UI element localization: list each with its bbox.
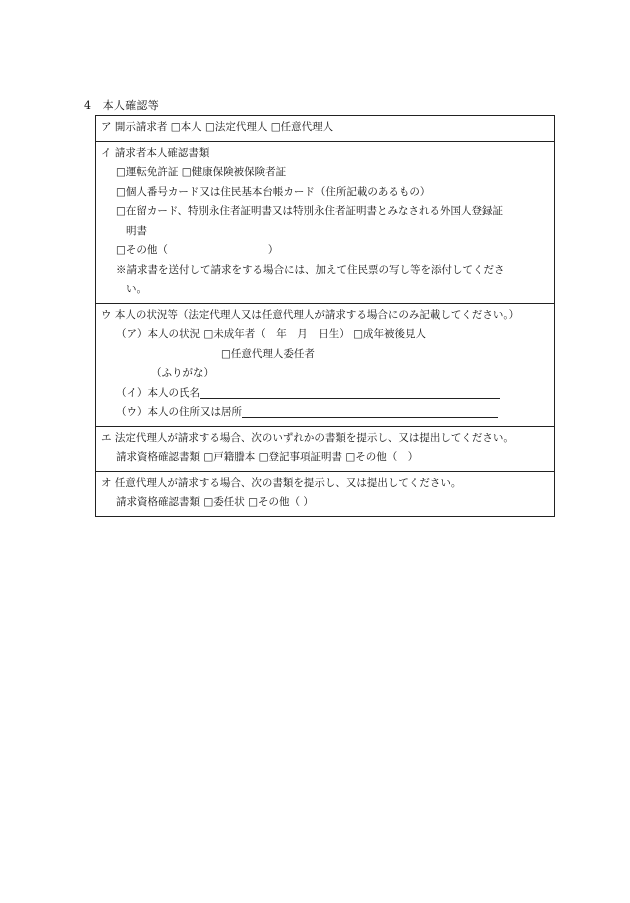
id-docs-line-2[interactable]: □個人番号カード又は住民基本台帳カード（住所記載のあるもの）	[116, 185, 431, 198]
other-label: □その他（	[116, 244, 168, 256]
option-minor[interactable]: □未成年者（ 年 月 日生）	[203, 328, 350, 340]
mail-note: ※請求書を送付して請求をする場合には、加えて住民票の写し等を添付してくださ	[116, 263, 505, 276]
section-principal-status	[96, 303, 554, 426]
section-heading: 4 本人確認等	[84, 99, 160, 112]
address-label: （ウ）本人の住所又は居所	[116, 406, 242, 418]
status-label: （ア）本人の状況	[116, 328, 200, 340]
legal-agent-title: エ 法定代理人が請求する場合、次のいずれかの書類を提示し、又は提出してください。	[101, 431, 514, 444]
id-docs-title: イ 請求者本人確認書類	[101, 146, 210, 159]
voluntary-agent-title: オ 任意代理人が請求する場合、次の書類を提示し、又は提出してください。	[101, 476, 462, 489]
requester-label: ア 開示請求者	[101, 121, 168, 133]
section-id-documents	[96, 141, 554, 303]
section-legal-agent-docs	[96, 426, 554, 471]
option-adult-ward[interactable]: □成年被後見人	[353, 328, 427, 340]
furigana-label: （ふりがな）	[151, 367, 214, 379]
option-legal-agent[interactable]: □法定代理人	[204, 121, 268, 133]
id-docs-line-3-cont: 明書	[126, 224, 147, 237]
address-line	[101, 403, 549, 423]
principal-status-line	[101, 325, 549, 345]
other-close: ）	[267, 244, 279, 256]
mail-note-cont: い。	[126, 283, 147, 295]
section-voluntary-agent-docs	[96, 471, 554, 516]
option-principal[interactable]: □任意代理人委任者	[221, 347, 315, 360]
name-label: （イ）本人の氏名	[116, 386, 200, 399]
address-field[interactable]	[242, 403, 498, 418]
requester-line	[101, 118, 549, 138]
legal-agent-docs[interactable]: 請求資格確認書類 □戸籍謄本 □登記事項証明書 □その他（ ）	[116, 451, 419, 463]
option-voluntary-agent[interactable]: □任意代理人	[270, 121, 334, 133]
name-field[interactable]	[200, 384, 500, 399]
id-docs-line-1[interactable]: □運転免許証 □健康保険被保険者証	[116, 166, 287, 178]
identity-confirmation-table	[95, 115, 555, 517]
name-line	[101, 384, 549, 404]
section-requester	[96, 116, 554, 141]
id-docs-line-3[interactable]: □在留カード、特別永住者証明書又は特別永住者証明書とみなされる外国人登録証	[116, 205, 503, 217]
voluntary-agent-docs[interactable]: 請求資格確認書類 □委任状 □その他（ ）	[116, 496, 314, 508]
principal-status-title: ウ 本人の状況等（法定代理人又は任意代理人が請求する場合にのみ記載してください。）	[101, 308, 520, 321]
id-docs-other-line[interactable]	[101, 241, 549, 261]
option-self[interactable]: □本人	[170, 121, 202, 133]
